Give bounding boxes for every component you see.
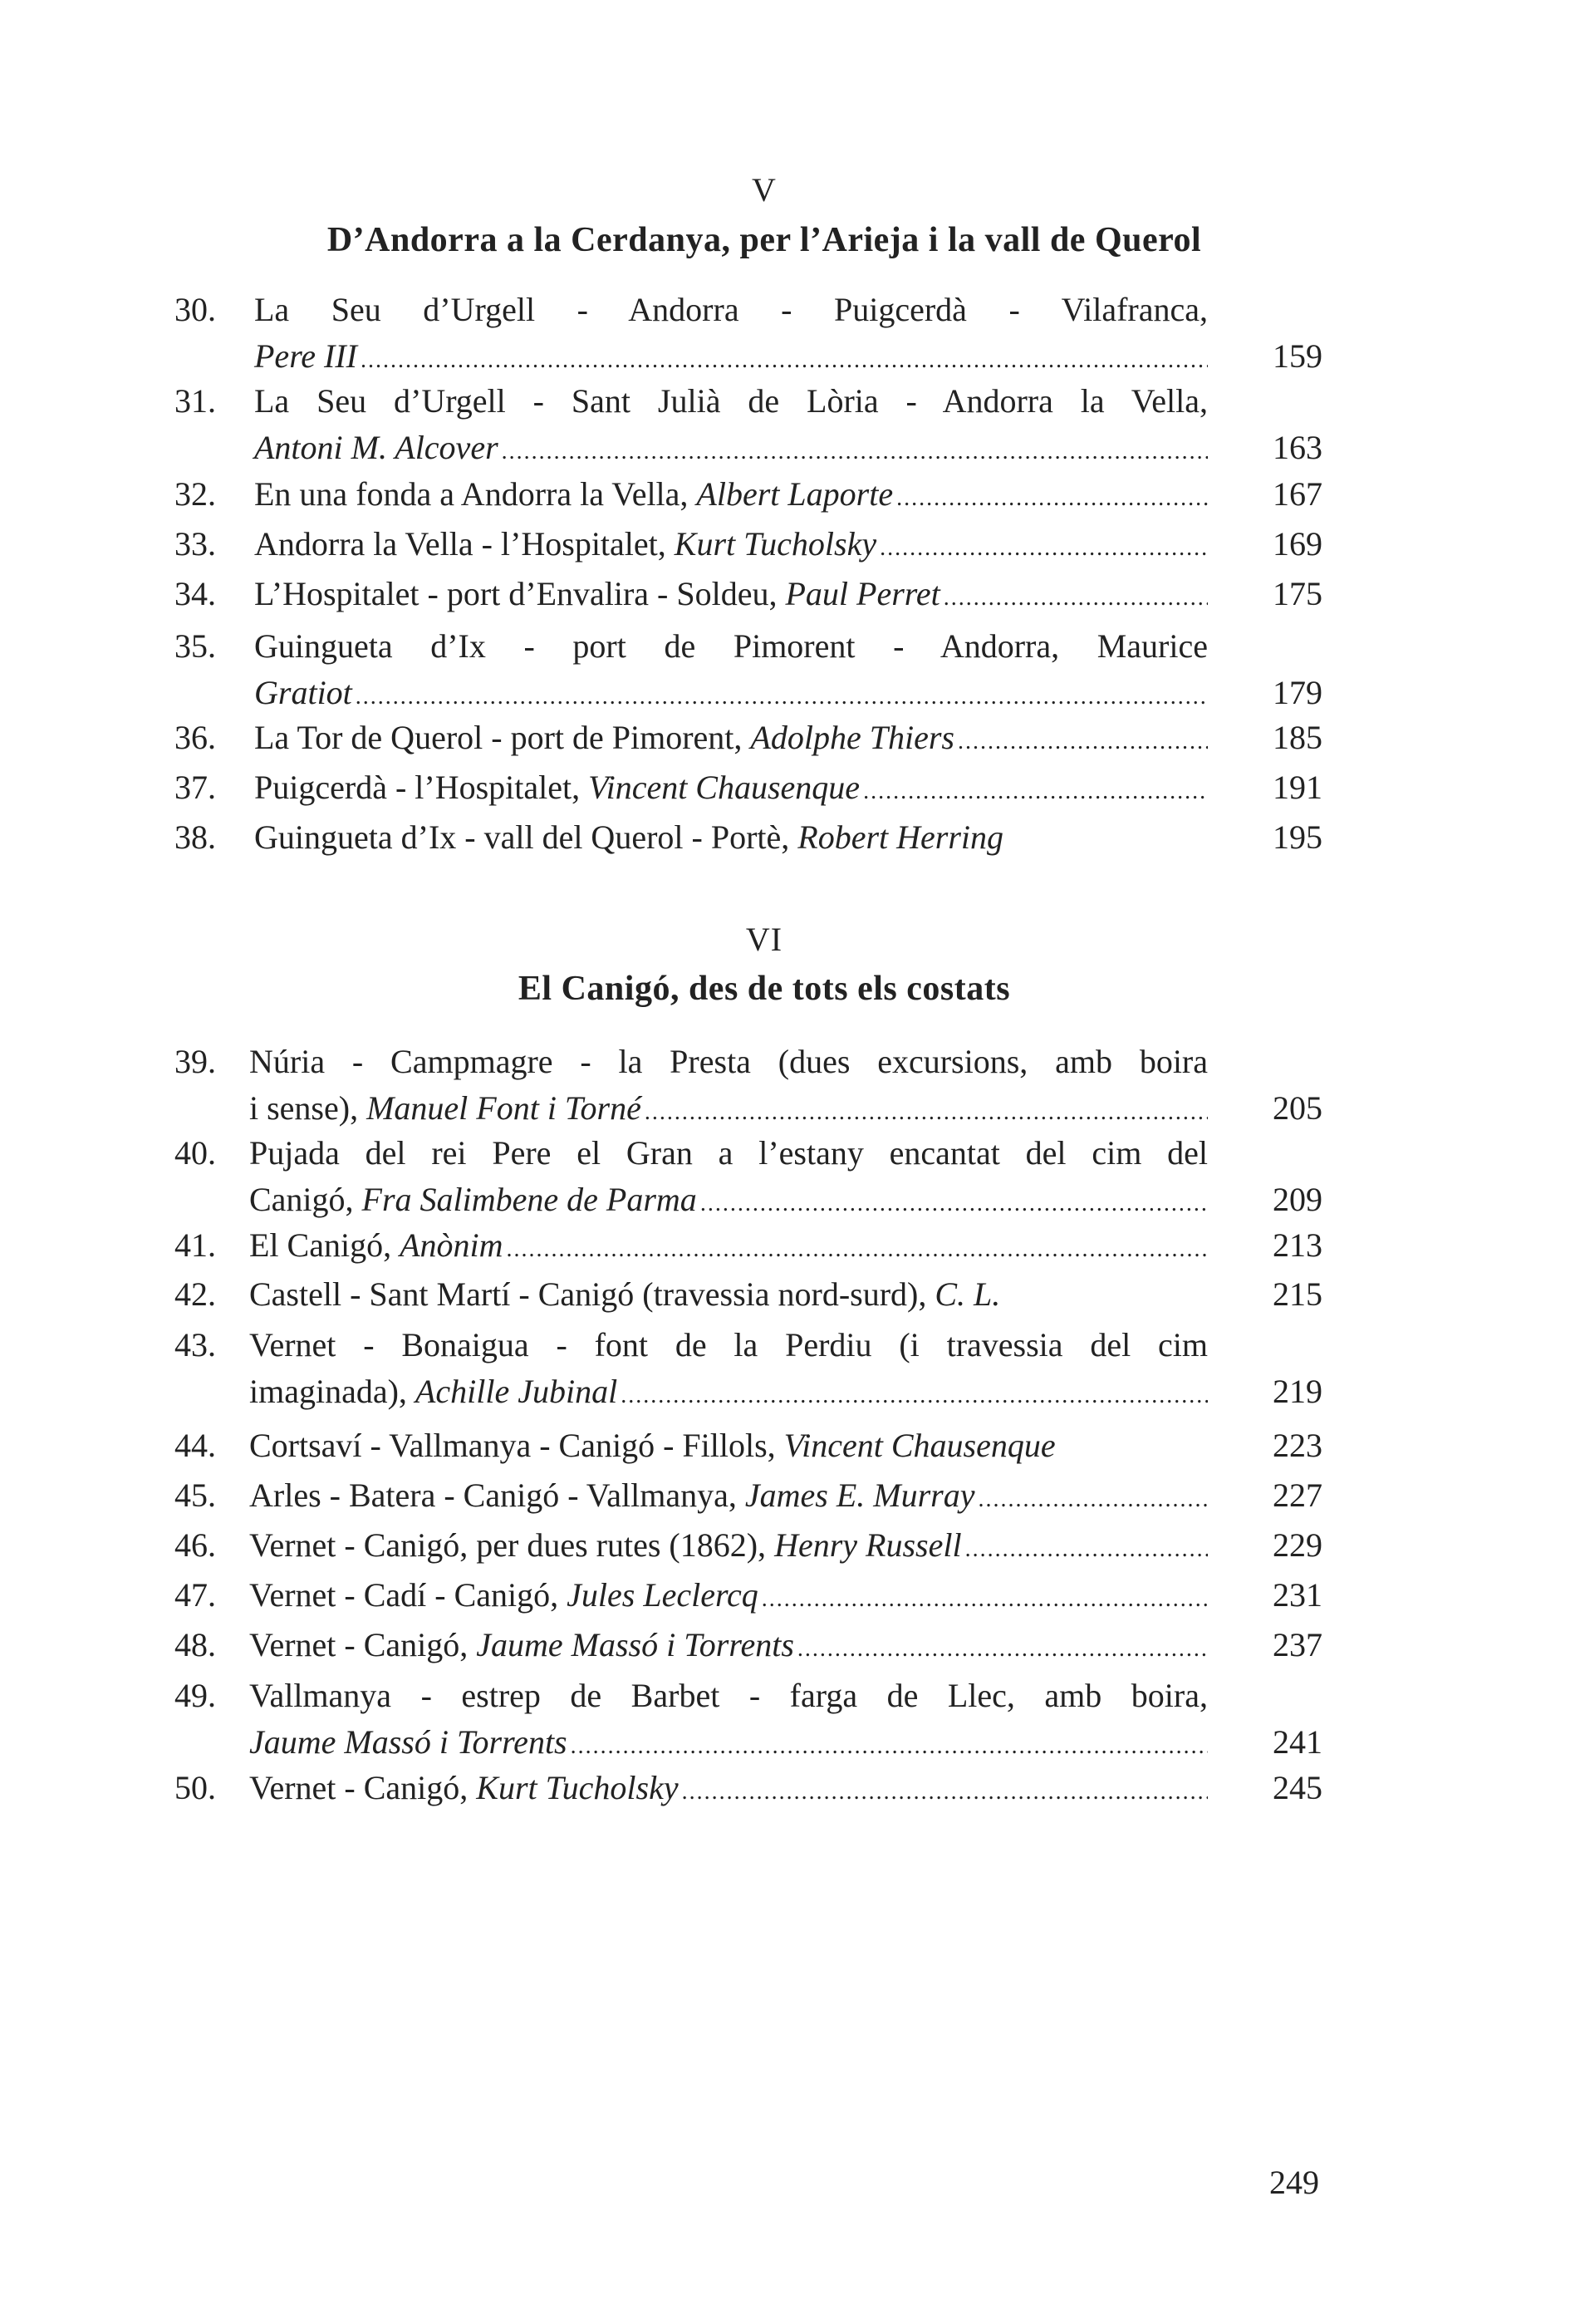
entry-author: Antoni M. Alcover [254, 429, 498, 466]
entry-title: La Seu d’Urgell - Andorra - Puigcerdà - Vilafranca, [254, 291, 1208, 328]
dot-leader [896, 475, 1208, 522]
entry-author: Anònim [400, 1226, 503, 1264]
entry-title: L’Hospitalet - port d’Envalira - Soldeu, [254, 575, 778, 612]
entry-title-continued: imaginada), [249, 1373, 407, 1410]
entry-page: 191 [1273, 769, 1322, 806]
entry-number: 47. [174, 1576, 216, 1614]
entry-page: 167 [1273, 475, 1322, 513]
entry-page: 205 [1273, 1089, 1322, 1127]
entry-number: 37. [174, 769, 216, 806]
entry-author: C. L. [935, 1275, 1001, 1313]
entry-title: La Seu d’Urgell - Sant Julià de Lòria - Andorra la Vella, [254, 382, 1208, 420]
entry-title: Vernet - Canigó, per dues rutes (1862), [249, 1526, 767, 1564]
entry-page: 231 [1273, 1576, 1322, 1614]
dot-leader [571, 1723, 1208, 1770]
dot-leader [965, 1526, 1208, 1573]
dot-leader [978, 1476, 1208, 1523]
entry-author: James E. Murray [744, 1476, 975, 1514]
entry-title: Andorra la Vella - l’Hospitalet, [254, 525, 666, 563]
entry-title: Vernet - Canigó, [249, 1626, 469, 1663]
dot-leader [762, 1576, 1208, 1623]
entry-number: 35. [174, 627, 216, 665]
entry-page: 213 [1273, 1226, 1322, 1264]
entry-number: 38. [174, 818, 216, 856]
entry-author: Vincent Chausenque [783, 1427, 1056, 1464]
entry-author: Vincent Chausenque [588, 769, 861, 806]
entry-author: Jaume Massó i Torrents [249, 1723, 567, 1761]
entry-author: Gratiot [254, 674, 352, 711]
entry-title: Guingueta d’Ix - vall del Querol - Portè, [254, 818, 790, 856]
entry-number: 30. [174, 291, 216, 328]
entry-author: Albert Laporte [696, 475, 894, 513]
entry-number: 43. [174, 1326, 216, 1363]
entry-number: 39. [174, 1043, 216, 1080]
dot-leader [880, 525, 1208, 572]
entry-page: 159 [1273, 337, 1322, 375]
entry-title-continued: i sense), [249, 1089, 359, 1127]
entry-author: Fra Salimbene de Parma [361, 1181, 697, 1218]
section-numeral: VI [745, 921, 783, 958]
dot-leader [863, 769, 1208, 815]
entry-author: Achille Jubinal [415, 1373, 618, 1410]
entry-number: 44. [174, 1427, 216, 1464]
entry-title: Castell - Sant Martí - Canigó (travessia nord-surd), [249, 1275, 927, 1313]
entry-title: La Tor de Querol - port de Pimorent, [254, 719, 743, 756]
entry-page: 195 [1273, 818, 1322, 856]
entry-page: 215 [1273, 1275, 1322, 1313]
entry-page: 237 [1273, 1626, 1322, 1663]
entry-title: En una fonda a Andorra la Vella, [254, 475, 689, 513]
entry-title-continued: Canigó, [249, 1181, 354, 1218]
entry-author: Pere III [254, 337, 357, 375]
entry-page: 245 [1273, 1769, 1322, 1806]
entry-title: Puigcerdà - l’Hospitalet, [254, 769, 581, 806]
entry-page: 185 [1273, 719, 1322, 756]
entry-author: Jules Leclercq [567, 1576, 758, 1614]
dot-leader [507, 1226, 1208, 1273]
entry-title: Pujada del rei Pere el Gran a l’estany encantat del cim del [249, 1134, 1208, 1172]
entry-title: Vernet - Cadí - Canigó, [249, 1576, 559, 1614]
section-title: El Canigó, des de tots els costats [518, 970, 1011, 1008]
entry-number: 45. [174, 1476, 216, 1514]
entry-title: Guingueta d’Ix - port de Pimorent - Andorra, Maurice [254, 627, 1208, 665]
entry-page: 163 [1273, 429, 1322, 466]
dot-leader [645, 1089, 1208, 1136]
entry-number: 41. [174, 1226, 216, 1264]
entry-page: 219 [1273, 1373, 1322, 1410]
entry-page: 175 [1273, 575, 1322, 612]
entry-title: Cortsaví - Vallmanya - Canigó - Fillols, [249, 1427, 776, 1464]
entry-number: 48. [174, 1626, 216, 1663]
entry-page: 179 [1273, 674, 1322, 711]
entry-page: 223 [1273, 1427, 1322, 1464]
entry-author: Kurt Tucholsky [476, 1769, 679, 1806]
entry-page: 229 [1273, 1526, 1322, 1564]
entry-author: Henry Russell [774, 1526, 962, 1564]
entry-number: 36. [174, 719, 216, 756]
section-numeral: V [752, 171, 777, 209]
entry-number: 32. [174, 475, 216, 513]
dot-leader [356, 674, 1208, 720]
dot-leader [700, 1181, 1208, 1227]
entry-author: Manuel Font i Torné [366, 1089, 641, 1127]
entry-title: El Canigó, [249, 1226, 392, 1264]
dot-leader [682, 1769, 1208, 1815]
entry-number: 49. [174, 1677, 216, 1714]
dot-leader [958, 719, 1208, 765]
dot-leader [361, 337, 1208, 384]
entry-number: 42. [174, 1275, 216, 1313]
entry-author: Jaume Massó i Torrents [476, 1626, 794, 1663]
entry-author: Adolphe Thiers [750, 719, 954, 756]
dot-leader [621, 1373, 1208, 1419]
entry-title: Núria - Campmagre - la Presta (dues excursions, amb boira [249, 1043, 1208, 1080]
entry-page: 227 [1273, 1476, 1322, 1514]
entry-page: 169 [1273, 525, 1322, 563]
entry-number: 46. [174, 1526, 216, 1564]
entry-title: Vernet - Canigó, [249, 1769, 469, 1806]
entry-page: 209 [1273, 1181, 1322, 1218]
entry-title: Vallmanya - estrep de Barbet - farga de Llec, amb boira, [249, 1677, 1208, 1714]
entry-number: 34. [174, 575, 216, 612]
entry-title: Arles - Batera - Canigó - Vallmanya, [249, 1476, 737, 1514]
entry-number: 40. [174, 1134, 216, 1172]
entry-page: 241 [1273, 1723, 1322, 1761]
entry-author: Robert Herring [797, 818, 1004, 856]
entry-number: 33. [174, 525, 216, 563]
dot-leader [797, 1626, 1208, 1673]
entry-number: 50. [174, 1769, 216, 1806]
entry-author: Kurt Tucholsky [674, 525, 877, 563]
page-number: 249 [1269, 2164, 1319, 2201]
section-title: D’Andorra a la Cerdanya, per l’Arieja i la vall de Querol [326, 221, 1202, 259]
dot-leader [944, 575, 1208, 622]
dot-leader [502, 429, 1208, 475]
entry-author: Paul Perret [785, 575, 940, 612]
entry-title: Vernet - Bonaigua - font de la Perdiu (i travessia del cim [249, 1326, 1208, 1363]
entry-number: 31. [174, 382, 216, 420]
